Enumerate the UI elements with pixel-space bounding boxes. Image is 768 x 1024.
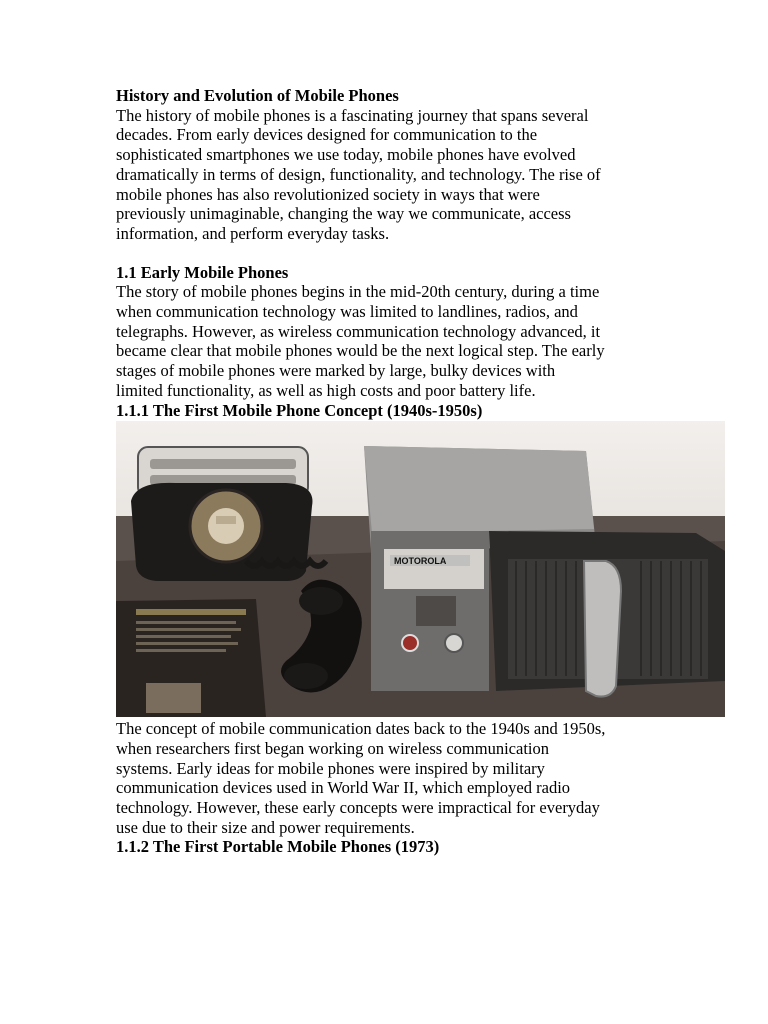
photo-brand-label: MOTOROLA [394, 556, 447, 567]
paragraph-gap [116, 244, 656, 263]
intro-line: The history of mobile phones is a fascinating journey that spans several [116, 105, 589, 125]
document-title: History and Evolution of Mobile Phones [116, 86, 399, 105]
document-page [116, 86, 656, 857]
motorola-car-telephone-photo [116, 421, 725, 717]
intro-line: dramatically in terms of design, functionality, and technology. The rise of [116, 164, 601, 184]
section-line: communication devices used in World War II, which employed radio [116, 778, 571, 798]
section-line: technology. However, these early concepts were impractical for everyday [116, 798, 600, 818]
section-line: when researchers first began working on wireless communication [116, 738, 549, 758]
section-line: use due to their size and power requirements. [116, 817, 415, 837]
intro-line: previously unimaginable, changing the way we communicate, access [116, 204, 571, 224]
section-heading-first-portable-mobile-phones: 1.1.2 The First Portable Mobile Phones (1973) [116, 837, 440, 857]
photo-illustration [116, 421, 725, 717]
section-line: stages of mobile phones were marked by large, bulky devices with [116, 361, 556, 381]
section-heading-early-mobile-phones: 1.1 Early Mobile Phones [116, 262, 289, 282]
section-heading-first-mobile-phone-concept: 1.1.1 The First Mobile Phone Concept (1940s-1950s) [116, 400, 483, 420]
section-line: The concept of mobile communication dates back to the 1940s and 1950s, [116, 719, 606, 739]
section-line: limited functionality, as well as high costs and poor battery life. [116, 380, 536, 400]
intro-line: mobile phones has also revolutionized society in ways that were [116, 184, 540, 204]
intro-line: decades. From early devices designed for communication to the [116, 125, 538, 145]
section-line: The story of mobile phones begins in the mid-20th century, during a time [116, 282, 600, 302]
section-line: became clear that mobile phones would be the next logical step. The early [116, 341, 605, 361]
section-line: telegraphs. However, as wireless communication technology advanced, it [116, 321, 601, 341]
intro-line: information, and perform everyday tasks. [116, 223, 390, 243]
section-line: when communication technology was limited to landlines, radios, and [116, 302, 578, 322]
intro-line: sophisticated smartphones we use today, mobile phones have evolved [116, 145, 576, 165]
section-line: systems. Early ideas for mobile phones were inspired by military [116, 758, 545, 778]
